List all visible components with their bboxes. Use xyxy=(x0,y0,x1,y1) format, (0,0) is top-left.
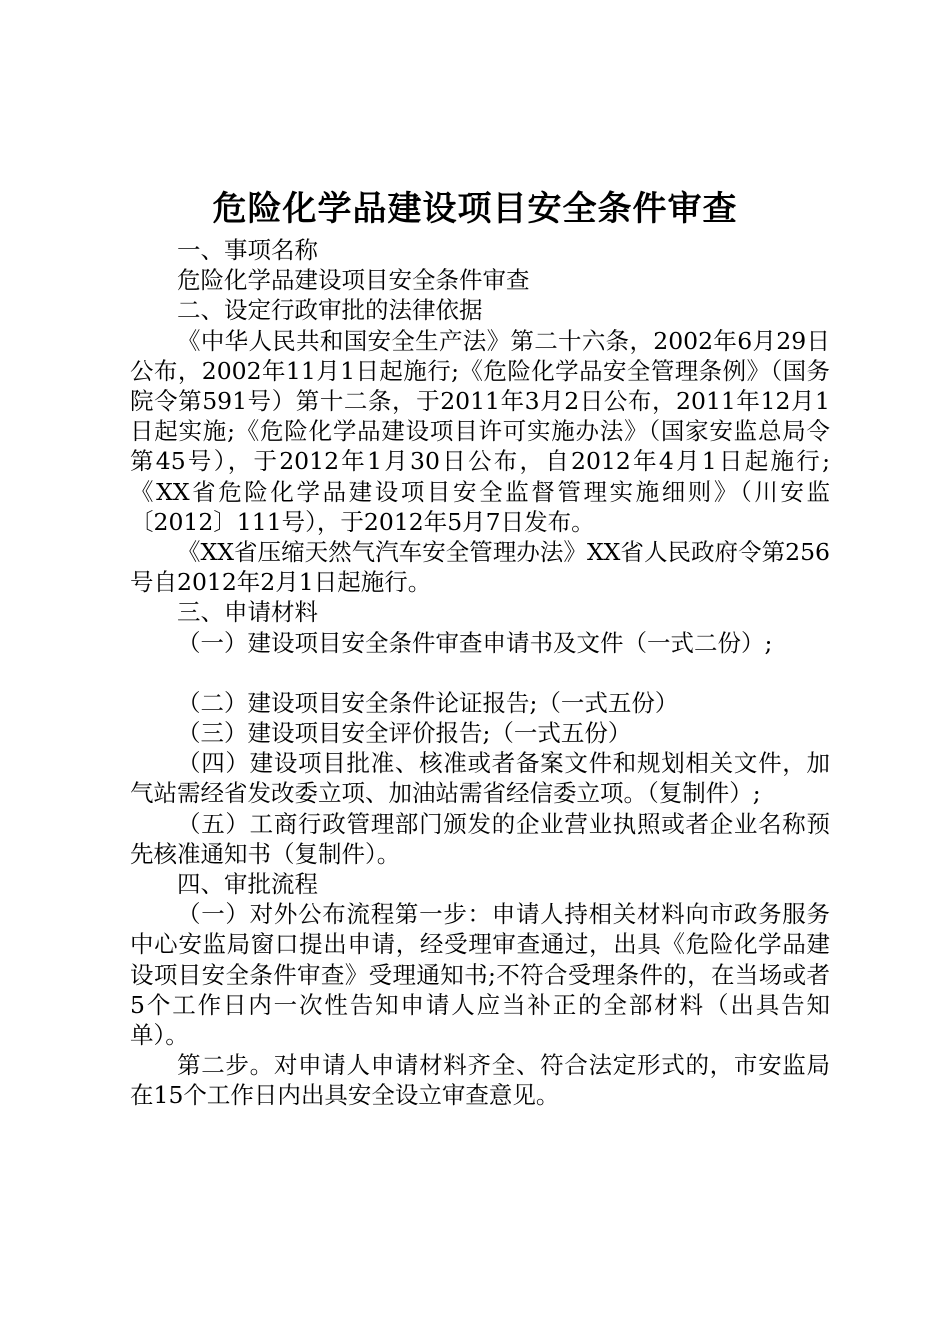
section-heading-3: 三、申请材料 xyxy=(177,598,318,627)
section-heading-1: 一、事项名称 xyxy=(177,236,318,264)
legal-basis-paragraph-2: 《XX省压缩天然气汽车安全管理办法》XX省人民政府令第256号自2012年2月1日起施行。 xyxy=(130,538,830,597)
section-heading-4: 四、审批流程 xyxy=(177,870,318,899)
material-item-1: （一）建设项目安全条件审查申请书及文件（一式二份）; xyxy=(177,628,773,657)
material-item-5: （五）工商行政管理部门颁发的企业营业执照或者企业名称预先核准通知书（复制件）。 xyxy=(130,809,830,868)
material-item-3: （三）建设项目安全评价报告;（一式五份） xyxy=(177,719,632,748)
document-body xyxy=(130,235,830,1111)
process-step-2: 第二步。对申请人申请材料齐全、符合法定形式的，市安监局在15个工作日内出具安全设立审查意见。 xyxy=(130,1051,830,1110)
process-step-1: （一）对外公布流程第一步：申请人持相关材料向市政务服务中心安监局窗口提出申请，经受理审查通过，出具《危险化学品建设项目安全条件审查》受理通知书;不符合受理条件的，在当场或者5个工作日内一次性告知申请人应当补正的全部材料（出具告知单）。 xyxy=(130,900,830,1050)
material-item-2: （二）建设项目安全条件论证报告;（一式五份） xyxy=(177,688,679,717)
item-name-paragraph: 危险化学品建设项目安全条件审查 xyxy=(177,266,530,295)
material-item-4: （四）建设项目批准、核准或者备案文件和规划相关文件，加气站需经省发改委立项、加油站需省经信委立项。（复制件）; xyxy=(130,749,830,808)
legal-basis-paragraph: 《中华人民共和国安全生产法》第二十六条，2002年6月29日公布，2002年11月1日起施行;《危险化学品安全管理条例》（国务院令第591号）第十二条，于2011年3月2日公布，2011年12月1日起实施;《危险化学品建设项目许可实施办法》（国家安监总局令第45号），于2012年1月30日公布，自2012年4月1日起施行;《XX省危险化学品建设项目安全监督管理实施细则》（川安监〔2012〕111号），于2012年5月7日发布。 xyxy=(130,326,830,536)
section-heading-2: 二、设定行政审批的法律依据 xyxy=(177,296,483,325)
document-title: 危险化学品建设项目安全条件审查 xyxy=(212,189,738,229)
